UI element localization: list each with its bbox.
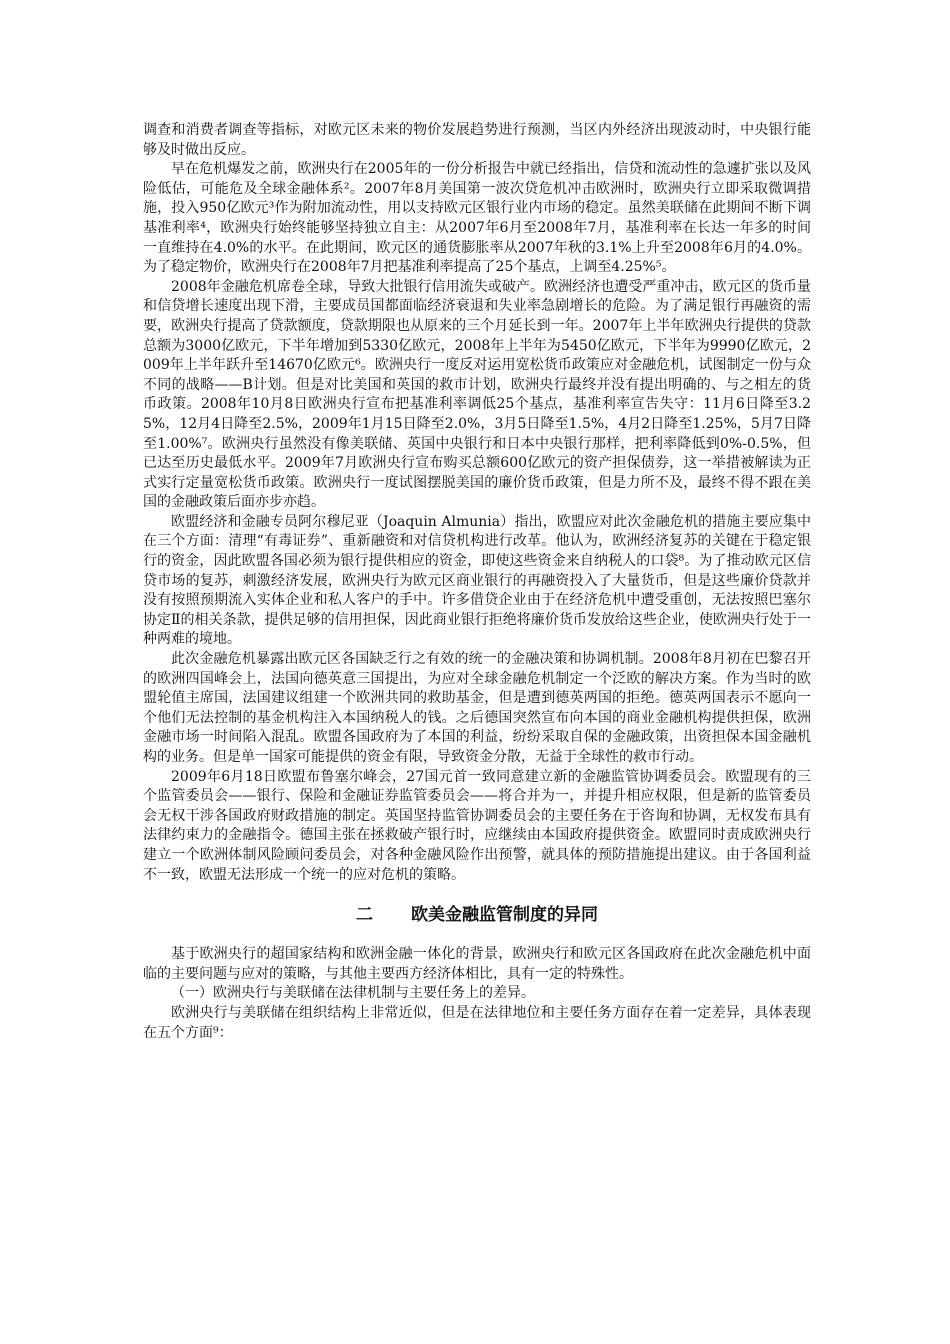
paragraph-6: 2009年6月18日欧盟布鲁塞尔峰会，27国元首一致同意建立新的金融监管协调委员会。欧盟现有的三个监管委员会——银行、保险和金融证券监管委员会——将合并为一，并提升相应权限，但是新的监管委员会无权干涉各国政府财政措施的制定。英国坚持监管协调委员会的主要任务在于咨询和协调，无权发布具有法律约束力的金融指令。德国主张在拯救破产银行时，应继续由本国政府提供资金。欧盟同时责成欧洲央行建立一个欧洲体制风险顾问委员会，对各种金融风险作出预警，就具体的预防措施提出建议。由于各国利益不一致，欧盟无法形成一个统一的应对危机的策略。: [143, 768, 811, 883]
document-body: [143, 121, 811, 1043]
section-title: 欧美金融监管制度的异同: [411, 905, 598, 926]
paragraph-1: 调查和消费者调查等指标，对欧元区未来的物价发展趋势进行预测，当区内外经济出现波动时，中央银行能够及时做出反应。: [143, 122, 811, 158]
paragraph-5: 此次金融危机暴露出欧元区各国缺乏行之有效的统一的金融决策和协调机制。2008年8月初在巴黎召开的欧洲四国峰会上，法国向德英意三国提出，为应对全球金融危机制定一个泛欧的解决方案。作为当时的欧盟轮值主席国，法国建议组建一个欧洲共同的救助基金，但是遭到德英两国的拒绝。德英两国表示不愿向一个他们无法控制的基金机构注入本国纳税人的钱。之后德国突然宣布向本国的商业金融机构提供担保，欧洲金融市场一时间陷入混乱。欧盟各国政府为了本国的利益，纷纷采取自保的金融政策，出资担保本国金融机构的业务。但是单一国家可能提供的资金有限，导致资金分散，无益于全球性的救市行动。: [143, 651, 811, 765]
section-number: 二: [356, 905, 373, 926]
paragraph-2: 早在危机爆发之前，欧洲央行在2005年的一份分析报告中就已经指出，信贷和流动性的急遽扩张以及风险低估，可能危及全球金融体系²。2007年8月美国第一波次贷危机冲击欧洲时，欧洲央行立即采取微调措施，投入950亿欧元³作为附加流动性，用以支持欧元区银行业内市场的稳定。虽然美联储在此期间不断下调基准利率⁴，欧洲央行始终能够坚持独立自主：从2007年6月至2008年7月，基准利率在长达一年多的时间一直维持在4.0%的水平。在此期间，欧元区的通货膨胀率从2007年秋的3.1%上升至2008年6月的4.0%。为了稳定物价，欧洲央行在2008年7月把基准利率提高了25个基点，上调至4.25%⁵。: [143, 161, 811, 276]
paragraph-3: 2008年金融危机席卷全球，导致大批银行信用流失或破产。欧洲经济也遭受严重冲击，欧元区的货币量和信贷增长速度出现下滑，主要成员国都面临经济衰退和失业率急剧增长的危险。为了满足银行再融资的需要，欧洲央行提高了贷款额度，贷款期限也从原来的三个月延长到一年。2007年上半年欧洲央行提供的贷款总额为3000亿欧元，下半年增加到5330亿欧元，2008年上半年为5450亿欧元，下半年为9990亿欧元，2009年上半年跃升至14670亿欧元⁶。欧洲央行一度反对运用宽松货币政策应对金融危机，试图制定一份与众不同的战略——B计划。但是对比美国和英国的救市计划，欧洲央行最终并没有提出明确的、与之相左的货币政策。2008年10月8日欧洲央行宣布把基准利率调低25个基点，基准利率宣告失守：11月6日降至3.25%，12月4日降至2.5%，2009年1月15日降至2.0%，3月5日降至1.5%，4月2日降至1.25%，5月7日降至1.00%⁷。欧洲央行虽然没有像美联储、英国中央银行和日本中央银行那样，把利率降低到0%-0.5%，但已达至历史最低水平。2009年7月欧洲央行宣布购买总额600亿欧元的资产担保债券，这一举措被解读为正式实行定量宽松货币政策。欧洲央行一度试图摆脱美国的廉价货币政策，但是力所不及，最终不得不跟在美国的金融政策后面亦步亦趋。: [143, 278, 811, 511]
paragraph-4: 欧盟经济和金融专员阿尔穆尼亚（Joaquin Almunia）指出，欧盟应对此次金融危机的措施主要应集中在三个方面：清理“有毒证券”、重新融资和对信贷机构进行改革。他认为，欧洲经济复苏的关键在于稳定银行的资金，因此欧盟各国必须为银行提供相应的资金，即使这些资金来自纳税人的口袋⁸。为了推动欧元区信贷市场的复苏，刺激经济发展，欧洲央行为欧元区商业银行的再融资投入了大量货币，但是这些廉价贷款并没有按照预期流入实体企业和私人客户的手中。许多借贷企业由于在经济危机中遭受重创，无法按照巴塞尔协定Ⅱ的相关条款，提供足够的信用担保，因此商业银行拒绝将廉价货币发放给这些企业，使欧洲央行处于一种两难的境地。: [143, 513, 811, 648]
paragraph-7: 基于欧洲央行的超国家结构和欧洲金融一体化的背景，欧洲央行和欧元区各国政府在此次金融危机中面临的主要问题与应对的策略，与其他主要西方经济体相比，具有一定的特殊性。: [143, 946, 811, 982]
paragraph-8: 欧洲央行与美联储在组织结构上非常近似，但是在法律地位和主要任务方面存在着一定差异，具体表现在五个方面⁹：: [143, 1004, 811, 1041]
subsection-heading: （一）欧洲央行与美联储在法律机制与主要任务上的差异。: [171, 985, 535, 1002]
section-heading: [143, 903, 811, 927]
